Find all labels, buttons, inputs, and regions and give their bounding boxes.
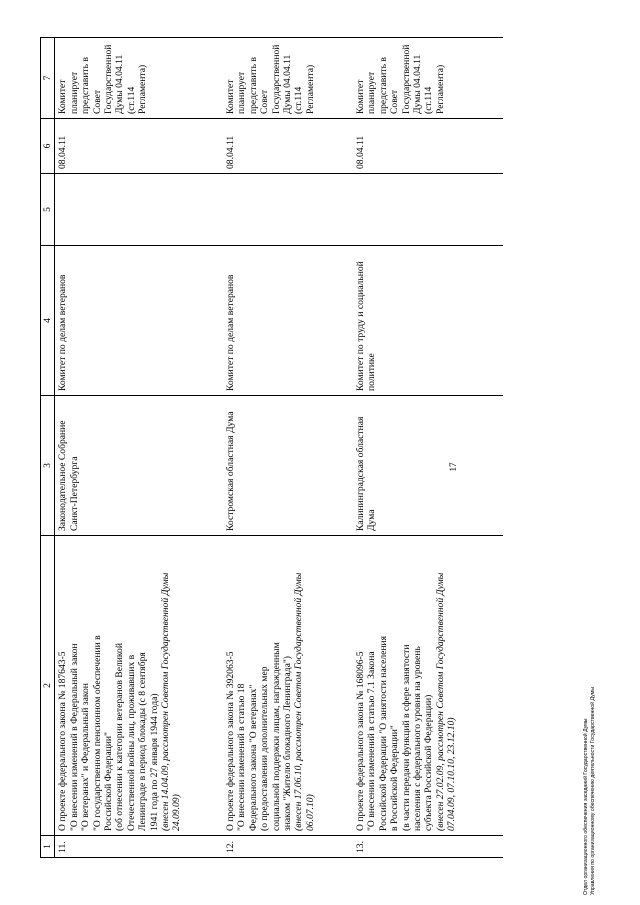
table-row — [55, 38, 223, 858]
column-header: 4 — [41, 246, 55, 396]
header-row — [41, 38, 55, 858]
desc-line: Отечественной войны лиц, проживавших в — [125, 654, 137, 831]
column-header: 6 — [41, 119, 55, 174]
desc-line: О проекте федерального закона № 168096-5 — [354, 651, 366, 831]
page-number: 17 — [448, 462, 458, 472]
col5-value — [223, 174, 353, 246]
row-number: 13. — [353, 836, 503, 858]
col5-value — [353, 174, 503, 246]
initiator: Костромская областная Дума — [223, 396, 353, 536]
desc-line: знаком "Жителю блокадного Ленинграда") — [281, 656, 293, 831]
desc-line: субъекта Российской Федерации) — [423, 694, 435, 831]
bills-table — [40, 37, 503, 858]
bill-description — [55, 536, 223, 836]
desc-line: Российской Федерации" — [103, 732, 115, 831]
column-header: 1 — [41, 836, 55, 858]
column-header: 3 — [41, 396, 55, 536]
desc-line: населения с федерального уровня на уровень — [411, 646, 423, 831]
row-number: 12. — [223, 836, 353, 858]
desc-note: (внесен 27.02.09, рассмотрен Советом Государственной Думы 07.04.09, 07.10.10, 23.12.10) — [434, 572, 458, 831]
desc-line: Российской Федерации "О занятости населения — [377, 635, 389, 831]
row-number: 11. — [55, 836, 223, 858]
date: 08.04.11 — [353, 119, 503, 174]
decision: Комитет планирует представить в Совет Государственной Думы 04.04.11 (ст.114 Регламента) — [55, 38, 223, 119]
date: 08.04.11 — [223, 119, 353, 174]
desc-note: (внесен 14.04.09, рассмотрен Советом Государственной Думы 24.09.09) — [160, 572, 183, 831]
desc-line: 1941 года по 27 января 1944 года) — [148, 693, 160, 831]
bill-description — [223, 536, 353, 836]
desc-line: О проекте федерального закона № 187643-5 — [57, 651, 69, 831]
rotated-table-container — [40, 38, 624, 858]
desc-line: Федерального закона "О ветеранах" — [247, 684, 259, 831]
date: 08.04.11 — [55, 119, 223, 174]
bill-description — [353, 536, 503, 836]
committee: Комитет по труду и социальной политике — [353, 246, 503, 396]
desc-note: (внесен 17.06.10, рассмотрен Советом Государственной Думы 06.07.10) — [293, 572, 316, 831]
desc-line: "О внесении изменений в Федеральный закон — [68, 643, 80, 831]
decision: Комитет планирует представить в Совет Государственной Думы 04.04.11 (ст.114 Регламента) — [223, 38, 353, 119]
desc-line: "О государственном пенсионном обеспечении в — [91, 635, 103, 831]
column-header: 5 — [41, 174, 55, 246]
committee: Комитет по делам ветеранов — [223, 246, 353, 396]
footer-line: Управления по организационному обеспечению деятельности Государственной Думы — [590, 687, 596, 895]
desc-line: (об отнесении к категории ветеранов Великой — [114, 643, 126, 831]
desc-line: "О внесении изменений в статью 18 — [236, 683, 248, 831]
footer — [583, 585, 601, 895]
col5-value — [55, 174, 223, 246]
table-row — [223, 38, 353, 858]
initiator: Калининградская областная Дума — [353, 396, 503, 536]
footer-line: Отдел организационного обеспечения заседаний Государственной Думы — [583, 718, 589, 895]
desc-line: "О внесении изменений в статью 7.1 Закона — [366, 651, 378, 831]
decision: Комитет планирует представить в Совет Государственной Думы 04.04.11 (ст.114 Регламента) — [353, 38, 503, 119]
initiator: Законодательное Собрание Санкт-Петербурга — [55, 396, 223, 536]
desc-line: О проекте федерального закона № 392063-5 — [224, 651, 236, 831]
column-header: 2 — [41, 536, 55, 836]
committee: Комитет по делам ветеранов — [55, 246, 223, 396]
desc-line: (о предоставлении дополнительных мер — [259, 666, 271, 831]
desc-line: "О ветеранах" и Федеральный закон — [80, 683, 92, 831]
desc-line: в Российской Федерации" — [389, 725, 401, 831]
column-header: 7 — [41, 38, 55, 119]
desc-line: (в части передачи функций в сфере занятости — [400, 644, 412, 831]
desc-line: социальной поддержки лицам, награжденным — [270, 642, 282, 831]
table-row — [353, 38, 503, 858]
desc-line: Ленинграде в период блокады (с 8 сентября — [137, 652, 149, 831]
